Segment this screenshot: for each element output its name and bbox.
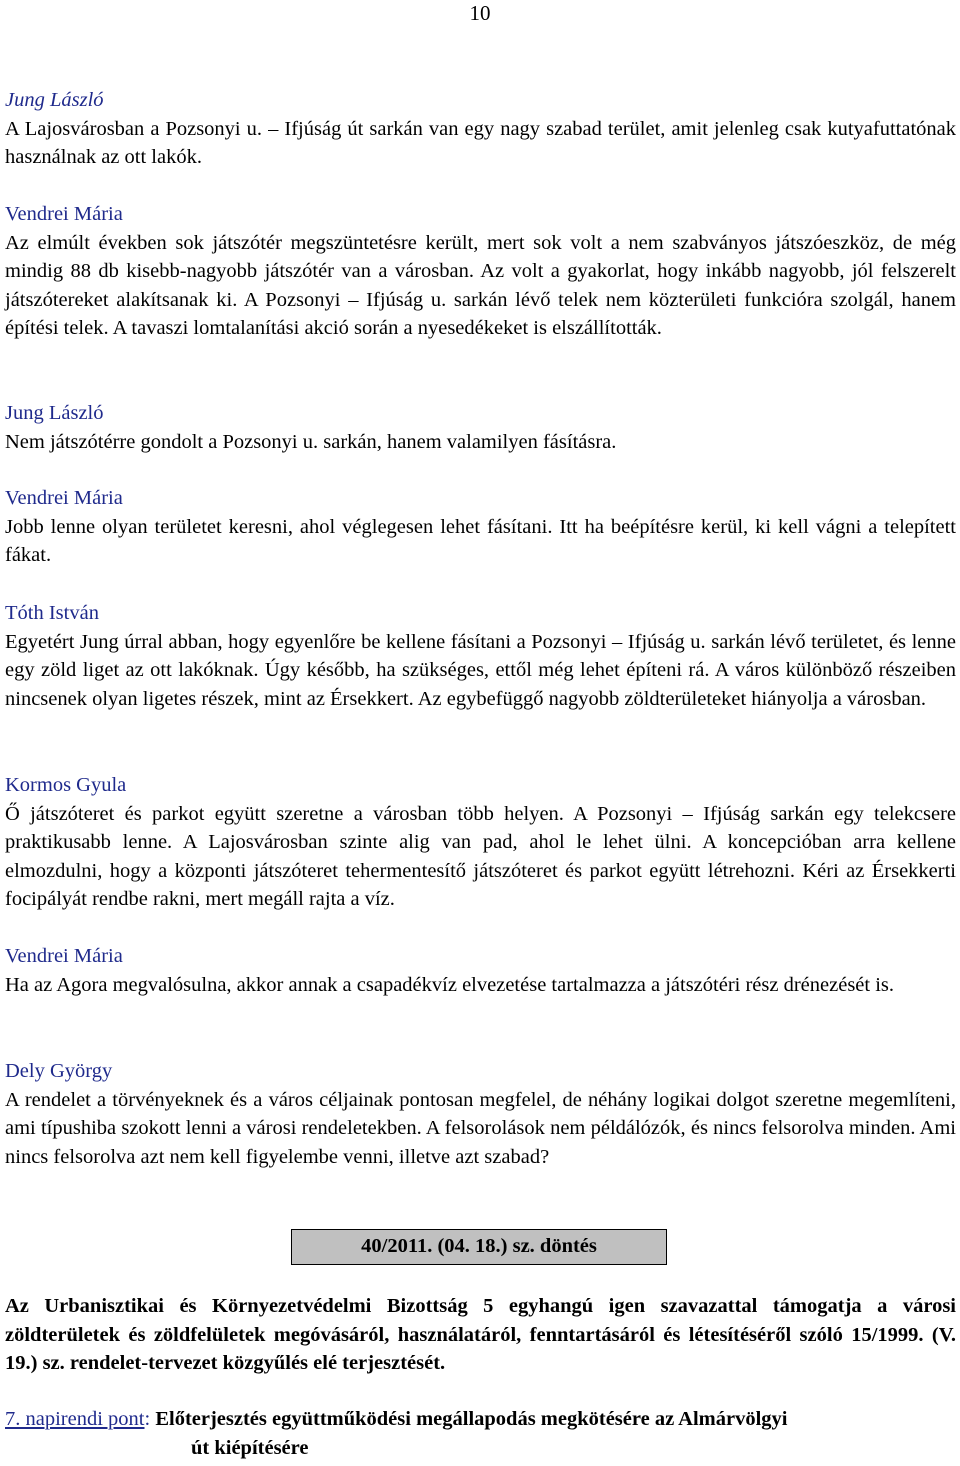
minutes-entry [5,942,956,999]
minutes-entry [5,1057,956,1171]
decision-label-box: 40/2011. (04. 18.) sz. döntés [291,1229,667,1265]
minutes-entry [5,86,956,172]
speech-text: Jobb lenne olyan területet keresni, ahol véglegesen lehet fásítani. Itt ha beépítésre kerül, ki kell vágni a telepített fákat. [5,515,956,566]
agenda-number-link[interactable]: 7. napirendi pont [5,1408,145,1430]
speaker-name: Jung László [5,89,104,111]
agenda-title-line2: út kiépítésére [191,1436,309,1459]
minutes-entry [5,599,956,713]
speaker-name: Vendrei Mária [5,945,123,967]
speech-text: Ha az Agora megvalósulna, akkor annak a csapadékvíz elvezetése tartalmazza a játszótéri rész drénezését is. [5,973,895,996]
agenda-title-line1: Előterjesztés együttműködési megállapodás megkötésére az Almárvölgyi [155,1408,788,1430]
speaker-name: Vendrei Mária [5,487,123,509]
speech-text: A rendelet a törvényeknek és a város céljainak pontosan megfelel, de néhány logikai dolgot szeretne megemlíteni, ami típushiba szokott lenni a városi rendeletekben. A felsorolások nem példálózók, és nincs felsorolva minden. Ami nincs felsorolva azt nem kell figyelembe venni, illetve azt szabad? [5,1088,956,1168]
speech-text: Egyetért Jung úrral abban, hogy egyenlőre be kellene fásítani a Pozsonyi – Ifjúság u. sarkán lévő területet, és lenne egy zöld liget az ott lakóknak. Úgy később, ha szükséges, ettől még lehet építeni rá. A város különböző részeiben nincsenek olyan ligetes részek, mint az Érsekkert. Az egybefüggő nagyobb zöldterületeket hiányolja a városban. [5,630,956,710]
minutes-entry [5,399,956,456]
minutes-entry [5,771,956,914]
speaker-name: Vendrei Mária [5,203,123,225]
speech-text: A Lajosvárosban a Pozsonyi u. – Ifjúság út sarkán van egy nagy szabad terület, amit jelenleg csak kutyafuttatónak használnak az ott lakók. [5,117,956,168]
agenda-colon: : [144,1408,151,1430]
minutes-entry [5,200,956,343]
speaker-name: Kormos Gyula [5,774,127,796]
page-number: 10 [469,1,491,25]
speech-text: Nem játszótérre gondolt a Pozsonyi u. sarkán, hanem valamilyen fásításra. [5,430,617,453]
speaker-name: Tóth István [5,602,99,624]
speech-text: Az elmúlt években sok játszótér megszüntetésre került, mert sok volt a nem szabványos játszóeszköz, de még mindig 88 db kisebb-nagyobb játszótér van a városban. Az volt a gyakorlat, hogy inkább nagyobb, jól felszerelt játszótereket alakítsanak ki. A Pozsonyi – Ifjúság u. sarkán lévő telek nem közterületi funkcióra szolgál, hanem építési telek. A tavaszi lomtalanítási akció során a nyesedékeket is elszállították. [5,231,956,339]
minutes-entry [5,484,956,570]
speaker-name: Dely György [5,1060,113,1082]
resolution-text: Az Urbanisztikai és Környezetvédelmi Bizottság 5 egyhangú igen szavazattal támogatja a városi zöldterületek és zöldfelületek megóvásáról, használatáról, fenntartásáról és létesítéséről szóló 15/1999. (V. 19.) sz. rendelet-tervezet közgyűlés elé terjesztését. [5,1295,956,1374]
speech-text: Ő játszóteret és parkot együtt szeretne a városban több helyen. A Pozsonyi – Ifjúság sarkán egy telekcsere praktikusabb lenne. A Lajosvárosban szinte alig van pad, ahol le lehet ülni. A koncepcióban arra kellene elmozdulni, hogy a központi játszóteret tehermentesítő játszóteret és parkot együtt létrehozni. Kéri az Érsekkerti focipályát rendbe rakni, mert megáll rajta a víz. [5,802,956,910]
speaker-name: Jung László [5,402,104,424]
agenda-item [5,1405,956,1462]
